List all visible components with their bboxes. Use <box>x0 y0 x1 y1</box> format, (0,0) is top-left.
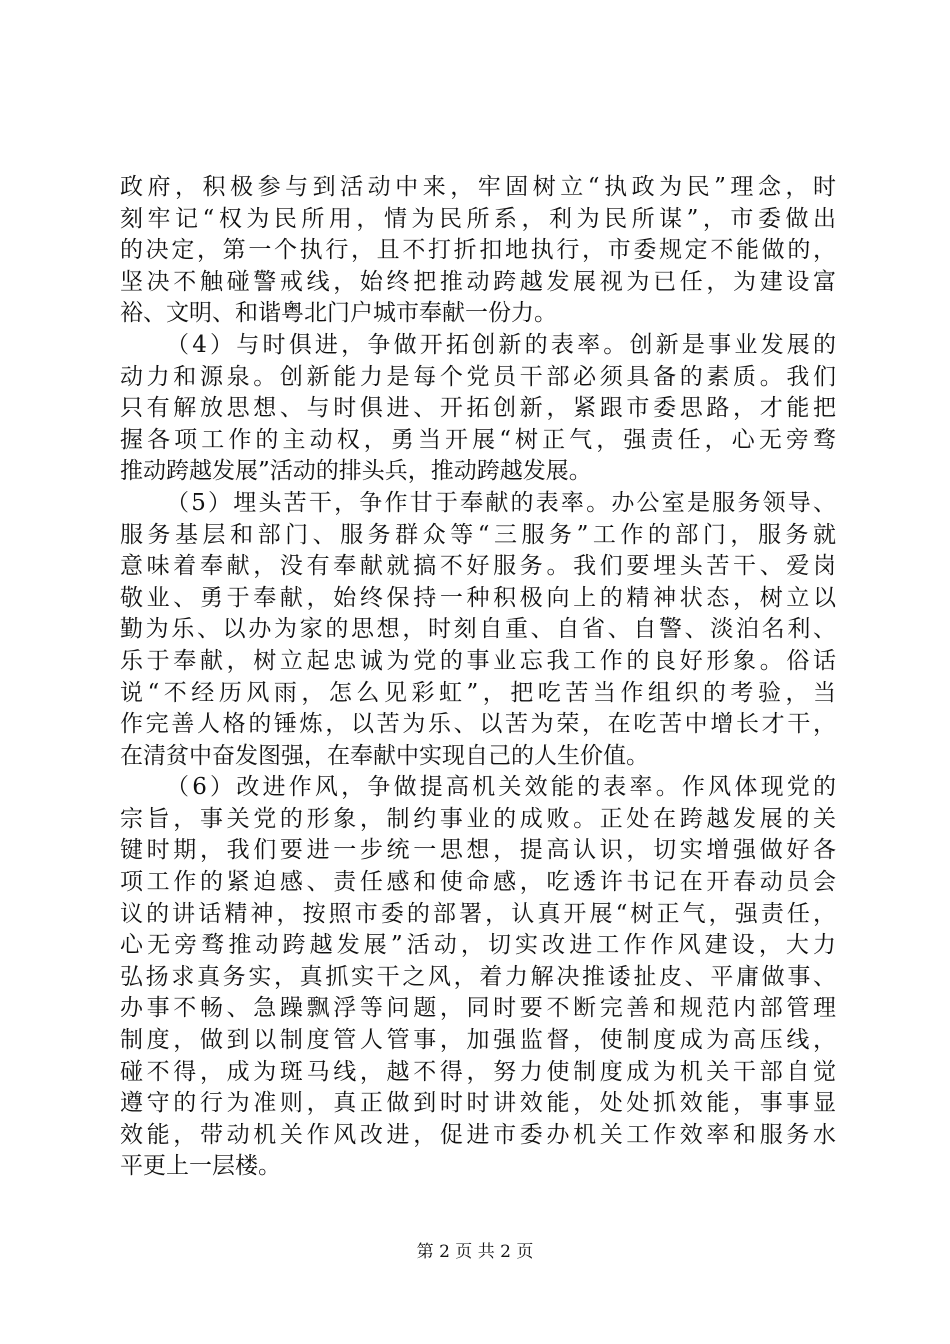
text-line: 政府，积极参与到活动中来，牢固树立“执政为民”理念，时 <box>120 174 836 200</box>
text-line: 推动跨越发展”活动的排头兵，推动跨越发展。 <box>120 458 592 485</box>
text-line: 心无旁骛推动跨越发展”活动，切实改进工作作风建设，大力 <box>120 932 836 959</box>
text-line: 碰不得，成为斑马线，越不得，努力使制度成为机关干部自觉 <box>120 1058 836 1085</box>
text-line: 制度，做到以制度管人管事，加强监督，使制度成为高压线， <box>120 1027 836 1054</box>
text-line: 勤为乐、以办为家的思想，时刻自重、自省、自警、淡泊名利、 <box>120 616 836 643</box>
text-line: 弘扬求真务实，真抓实干之风，着力解决推诿扯皮、平庸做事、 <box>120 963 836 990</box>
text-line: 裕、文明、和谐粤北门户城市奉献一份力。 <box>120 300 557 327</box>
text-line: 刻牢记“权为民所用，情为民所系，利为民所谋”，市委做出 <box>120 205 836 232</box>
paragraph-first-line: （5）埋头苦干，争作甘于奉献的表率。办公室是服务领导、 <box>166 489 836 516</box>
text-line: 作完善人格的锤炼，以苦为乐、以苦为荣，在吃苦中增长才干， <box>120 711 836 738</box>
text-line: 项工作的紧迫感、责任感和使命感，吃透许书记在开春动员会 <box>120 869 836 896</box>
page-footer: 第 2 页 共 2 页 <box>416 1242 534 1262</box>
text-line: 说“不经历风雨，怎么见彩虹”，把吃苦当作组织的考验，当 <box>120 679 836 706</box>
text-line: 平更上一层楼。 <box>120 1153 281 1180</box>
text-line: 乐于奉献，树立起忠诚为党的事业忘我工作的良好形象。俗话 <box>120 647 836 674</box>
text-line: 握各项工作的主动权，勇当开展“树正气，强责任，心无旁骛 <box>120 426 836 453</box>
text-line: 服务基层和部门、服务群众等“三服务”工作的部门，服务就 <box>120 521 836 548</box>
text-line: 动力和源泉。创新能力是每个党员干部必须具备的素质。我们 <box>120 363 836 390</box>
text-line: 在清贫中奋发图强，在奉献中实现自己的人生价值。 <box>120 742 649 769</box>
text-line: 办事不畅、急躁飘浮等问题，同时要不断完善和规范内部管理 <box>120 995 836 1022</box>
text-line: 宗旨，事关党的形象，制约事业的成败。正处在跨越发展的关 <box>120 805 836 832</box>
paragraph-first-line: （6）改进作风，争做提高机关效能的表率。作风体现党的 <box>166 774 836 801</box>
text-line: 坚决不触碰警戒线，始终把推动跨越发展视为已任，为建设富 <box>120 268 836 295</box>
document-body <box>120 172 836 1183</box>
text-line: 效能，带动机关作风改进，促进市委办机关工作效率和服务水 <box>120 1121 836 1148</box>
paragraph-first-line: （4）与时俱进，争做开拓创新的表率。创新是事业发展的 <box>166 331 836 358</box>
text-line: 只有解放思想、与时俱进、开拓创新，紧跟市委思路，才能把 <box>120 395 836 422</box>
text-line: 敬业、勇于奉献，始终保持一种积极向上的精神状态，树立以 <box>120 584 836 611</box>
text-line: 的决定，第一个执行，且不打折扣地执行，市委规定不能做的， <box>120 237 836 264</box>
text-line: 议的讲话精神，按照市委的部署，认真开展“树正气，强责任， <box>120 900 836 927</box>
text-line: 键时期，我们要进一步统一思想，提高认识，切实增强做好各 <box>120 837 836 864</box>
text-line: 遵守的行为准则，真正做到时时讲效能，处处抓效能，事事显 <box>120 1090 836 1117</box>
text-line: 意味着奉献，没有奉献就搞不好服务。我们要埋头苦干、爱岗 <box>120 553 836 580</box>
